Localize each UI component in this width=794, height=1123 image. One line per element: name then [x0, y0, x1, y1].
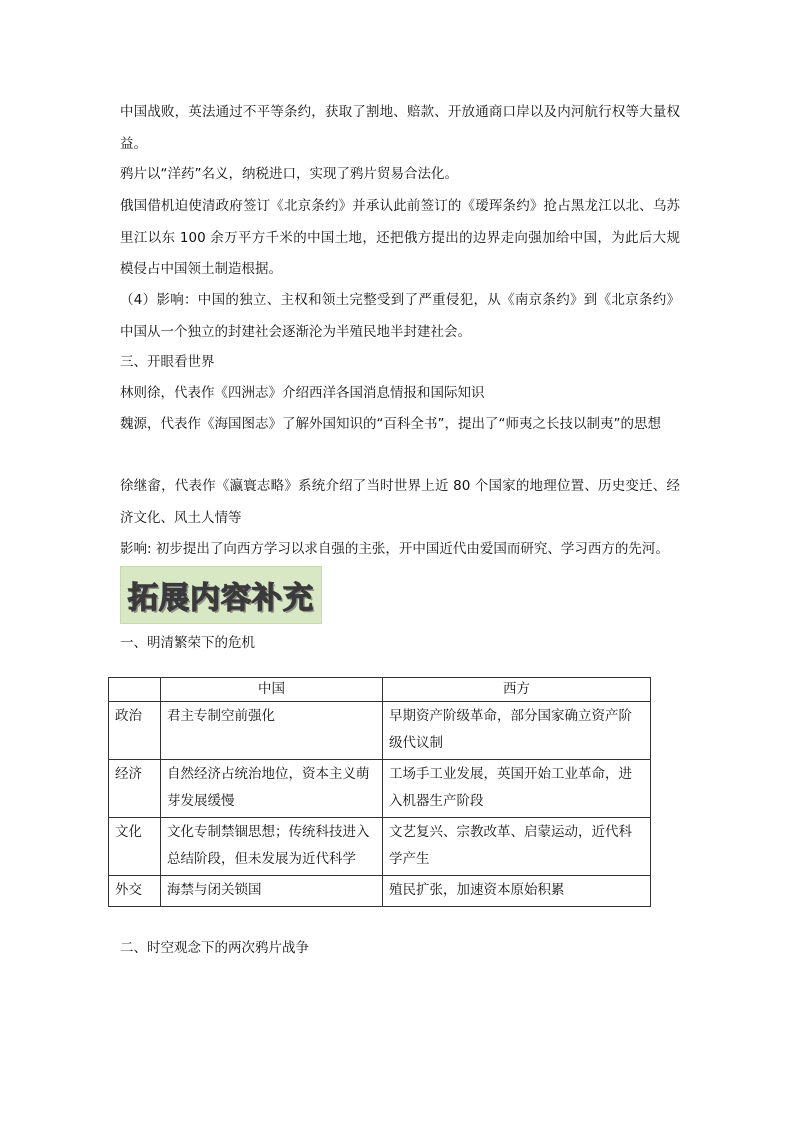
- extension-banner: [120, 566, 322, 624]
- table-cell: 自然经济占统治地位，资本主义萌芽发展缓慢: [161, 760, 383, 818]
- table-row: [109, 702, 651, 760]
- table-cell: 海禁与闭关锁国: [161, 876, 383, 907]
- comparison-table: [108, 677, 651, 907]
- paragraph-lin-zexu: 林则徐，代表作《四洲志》介绍西洋各国消息情报和国际知识: [120, 385, 485, 401]
- paragraph-influence: （4）影响：中国的独立、主权和领土完整受到了严重侵犯，从《南京条约》到《北京条约》中国从一个独立的封建社会逐渐沦为半殖民地半封建社会。: [120, 292, 680, 340]
- paragraph-wei-yuan: 魏源，代表作《海国图志》了解外国知识的“百科全书”，提出了“师夷之长技以制夷”的思想: [120, 416, 661, 432]
- heading-open-eyes: 三、开眼看世界: [120, 354, 215, 370]
- table-row-label: 政治: [109, 702, 161, 760]
- table-row-label: 文化: [109, 818, 161, 876]
- paragraph-xu-jiyu: 徐继畲，代表作《瀛寰志略》系统介绍了当时世界上近 80 个国家的地理位置、历史变迁、经济文化、风土人情等: [120, 478, 680, 526]
- extension-banner-text: 拓展内容补充: [128, 581, 314, 616]
- table-header-row: [109, 678, 651, 702]
- table-header-cell: [109, 678, 161, 702]
- table-row-label: 经济: [109, 760, 161, 818]
- table-row: [109, 876, 651, 907]
- section-heading-ming-qing: 一、明清繁荣下的危机: [120, 635, 255, 651]
- table-row-label: 外交: [109, 876, 161, 907]
- table-header-cell: 中国: [161, 678, 383, 702]
- table-cell: 工场手工业发展，英国开始工业革命，进入机器生产阶段: [383, 760, 651, 818]
- table-cell: 文艺复兴、宗教改革、启蒙运动，近代科学产生: [383, 818, 651, 876]
- table-cell: 早期资产阶级革命，部分国家确立资产阶级代议制: [383, 702, 651, 760]
- section-heading-opium-wars: 二、时空观念下的两次鸦片战争: [120, 940, 309, 956]
- paragraph-opium-legalization: 鸦片以“洋药”名义，纳税进口，实现了鸦片贸易合法化。: [120, 166, 458, 182]
- paragraph-treaty-gains: 中国战败，英法通过不平等条约，获取了割地、赔款、开放通商口岸以及内河航行权等大量权益。: [120, 104, 680, 152]
- table-cell: 文化专制禁锢思想；传统科技进入总结阶段，但未发展为近代科学: [161, 818, 383, 876]
- paragraph-russia-treaty: 俄国借机迫使清政府签订《北京条约》并承认此前签订的《瑷珲条约》抢占黑龙江以北、乌苏里江以东 100 余万平方千米的中国土地，还把俄方提出的边界走向强加给中国，为此后大规模侵占中国领土制造根据。: [120, 198, 680, 277]
- table-cell: 殖民扩张，加速资本原始积累: [383, 876, 651, 907]
- table-row: [109, 760, 651, 818]
- paragraph-impact: 影响: 初步提出了向西方学习以求自强的主张，开中国近代由爱国而研究、学习西方的先河。: [120, 541, 669, 557]
- table-cell: 君主专制空前强化: [161, 702, 383, 760]
- table-row: [109, 818, 651, 876]
- table-header-cell: 西方: [383, 678, 651, 702]
